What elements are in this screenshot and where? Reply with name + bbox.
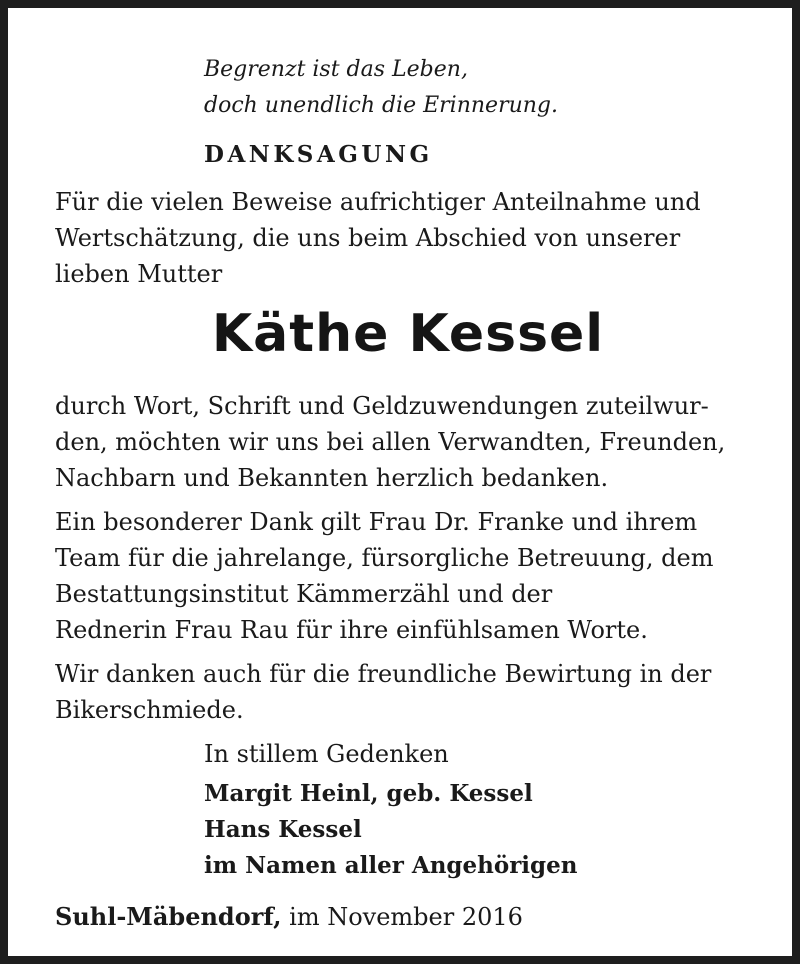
signer-name: im Namen aller Angehörigen <box>204 852 578 879</box>
signers-list <box>204 776 577 884</box>
place-and-date <box>55 902 523 931</box>
place-name: Suhl-Mäbendorf, <box>55 902 282 931</box>
notice-heading: DANKSAGUNG <box>204 141 433 168</box>
intro-paragraph: Für die vielen Beweise aufrichtiger Anteilnahme und Wertschätzung, die uns beim Abschied von unserer lieben Mutter <box>55 188 701 288</box>
notice-date: im November 2016 <box>281 903 523 931</box>
hospitality-paragraph: Wir danken auch für die freundliche Bewirtung in der Bikerschmiede. <box>55 660 712 724</box>
closing-greeting: In stillem Gedenken <box>204 740 449 768</box>
deceased-name: Käthe Kessel <box>211 304 605 364</box>
signer-name: Margit Heinl, geb. Kessel <box>204 780 533 807</box>
memorial-quote: Begrenzt ist das Leben, doch unendlich die Erinnerung. <box>204 57 559 118</box>
special-thanks-paragraph: Ein besonderer Dank gilt Frau Dr. Franke und ihrem Team für die jahrelange, fürsorgliche Betreuung, dem Bestattungsinstitut Kämmerzähl und der Rednerin Frau Rau für ihre einfühlsamen Worte. <box>55 508 714 644</box>
thanks-paragraph: durch Wort, Schrift und Geldzuwendungen zuteilwur- den, möchten wir uns bei allen Verwandten, Freunden, Nachbarn und Bekannten herzlich bedanken. <box>55 392 726 492</box>
signer-name: Hans Kessel <box>204 816 362 843</box>
